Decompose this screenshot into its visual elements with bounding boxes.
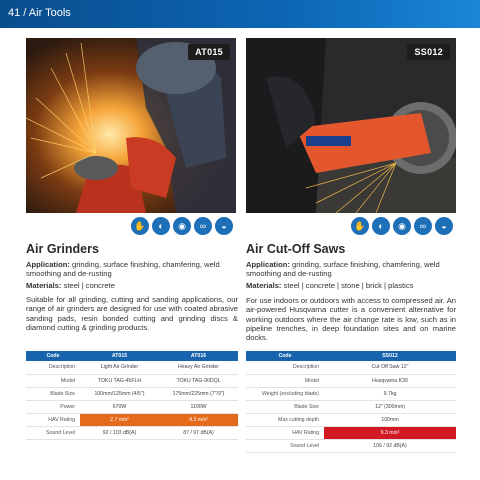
grinder-image (26, 38, 236, 213)
table-row (26, 426, 238, 439)
ear-protection-icon: ◐ (152, 217, 170, 235)
table-cell: 106 / 92 dB(A) (324, 439, 456, 452)
application-text (246, 260, 456, 279)
spec-table-right (246, 351, 456, 453)
row-label: Weight (excluding blade) (246, 387, 324, 400)
goggles-icon: ∞ (194, 217, 212, 235)
materials-value: steel | concrete | stone | brick | plastics (281, 281, 414, 290)
air-grinder-photo (26, 38, 236, 213)
application-value: grinding, surface finishing, chamfering, weld smoothing and de-rusting (246, 260, 440, 279)
table-cell: 9.7kg (324, 387, 456, 400)
materials-label: Materials: (246, 281, 282, 290)
table-row (246, 439, 456, 452)
table-cell: TOKU TAG-45FLH (80, 374, 159, 387)
row-label: Blade Size (26, 387, 80, 400)
table-header: Code (26, 351, 80, 361)
ppe-icons-right (351, 217, 453, 235)
table-row (246, 400, 456, 413)
product-code-badge: AT015 (188, 44, 230, 60)
table-cell: 100mm (324, 413, 456, 426)
application-value: grinding, surface finishing, chamfering, weld smoothing and de-rusting (26, 260, 220, 279)
ppe-icons-left (131, 217, 233, 235)
row-label: Description (246, 361, 324, 374)
table-cell: Light Air Grinder (80, 361, 159, 374)
cut-off-saw-photo (246, 38, 456, 213)
table-cell: 100mm/125mm (4/5") (80, 387, 159, 400)
hav-rating-cell: 4.3 m/s² (159, 413, 238, 426)
row-label: Sound Level (246, 439, 324, 452)
row-label: HAV Rating (26, 413, 80, 426)
materials-text (26, 281, 238, 290)
table-cell: Heavy Air Grinder (159, 361, 238, 374)
table-cell: 1100W (159, 400, 238, 413)
table-row (246, 426, 456, 439)
table-header-row (246, 351, 456, 361)
saw-image (246, 38, 456, 213)
table-row (26, 361, 238, 374)
table-cell: 87 / 97 dB(A) (159, 426, 238, 439)
table-cell: Husqvarna K30 (324, 374, 456, 387)
table-header: AT016 (159, 351, 238, 361)
table-row (246, 374, 456, 387)
section-heading: Air Grinders (26, 242, 99, 256)
product-description: Suitable for all grinding, cutting and sanding applications, our range of air grinders are designed for use with coated abrasive sanding pads, resin bonded cutting and grinding discs & diamond cutting & grinding products. (26, 295, 238, 332)
row-label: Max cutting depth (246, 413, 324, 426)
row-label: Blade Size (246, 400, 324, 413)
respirator-icon: ◉ (393, 217, 411, 235)
table-row (246, 387, 456, 400)
application-label: Application: (246, 260, 290, 269)
page-title: 41 / Air Tools (8, 7, 71, 19)
product-description: For use indoors or outdoors with access to compressed air. An air-powered Husqvarna cutter is a convenient alternative for working outdoors where the air change rate is low, such as in pipeline trenches, in deep foundation sites and on marine docks. (246, 296, 456, 343)
table-row (26, 400, 238, 413)
hav-rating-cell: 9.3 m/s² (324, 426, 456, 439)
ear-protection-icon: ◐ (372, 217, 390, 235)
row-label: Model (26, 374, 80, 387)
table-cell: 92 / 103 dB(A) (80, 426, 159, 439)
table-row (26, 387, 238, 400)
table-row (26, 374, 238, 387)
face-shield-icon: ◒ (215, 217, 233, 235)
materials-label: Materials: (26, 281, 62, 290)
row-label: HAV Rating (246, 426, 324, 439)
table-cell: 670W (80, 400, 159, 413)
materials-value: steel | concrete (61, 281, 115, 290)
row-label: Description (26, 361, 80, 374)
table-row (246, 413, 456, 426)
product-code-badge: SS012 (407, 44, 450, 60)
face-shield-icon: ◒ (435, 217, 453, 235)
application-label: Application: (26, 260, 70, 269)
row-label: Power (26, 400, 80, 413)
application-text (26, 260, 238, 279)
header-bar (0, 0, 480, 28)
row-label: Model (246, 374, 324, 387)
spec-table-left (26, 351, 238, 440)
glove-icon: ✋ (131, 217, 149, 235)
table-cell: Cut Off Saw 12" (324, 361, 456, 374)
table-row (246, 361, 456, 374)
respirator-icon: ◉ (173, 217, 191, 235)
hav-rating-cell: 2.7 m/s² (80, 413, 159, 426)
goggles-icon: ∞ (414, 217, 432, 235)
table-cell: 175mm/225mm (7"/9") (159, 387, 238, 400)
table-header: AT015 (80, 351, 159, 361)
table-header: SS012 (324, 351, 456, 361)
section-heading: Air Cut-Off Saws (246, 242, 346, 256)
table-row (26, 413, 238, 426)
table-header: Code (246, 351, 324, 361)
table-cell: TOKU TAG-90DQL (159, 374, 238, 387)
materials-text (246, 281, 456, 290)
table-header-row (26, 351, 238, 361)
table-cell: 12" (300mm) (324, 400, 456, 413)
row-label: Sound Level (26, 426, 80, 439)
glove-icon: ✋ (351, 217, 369, 235)
